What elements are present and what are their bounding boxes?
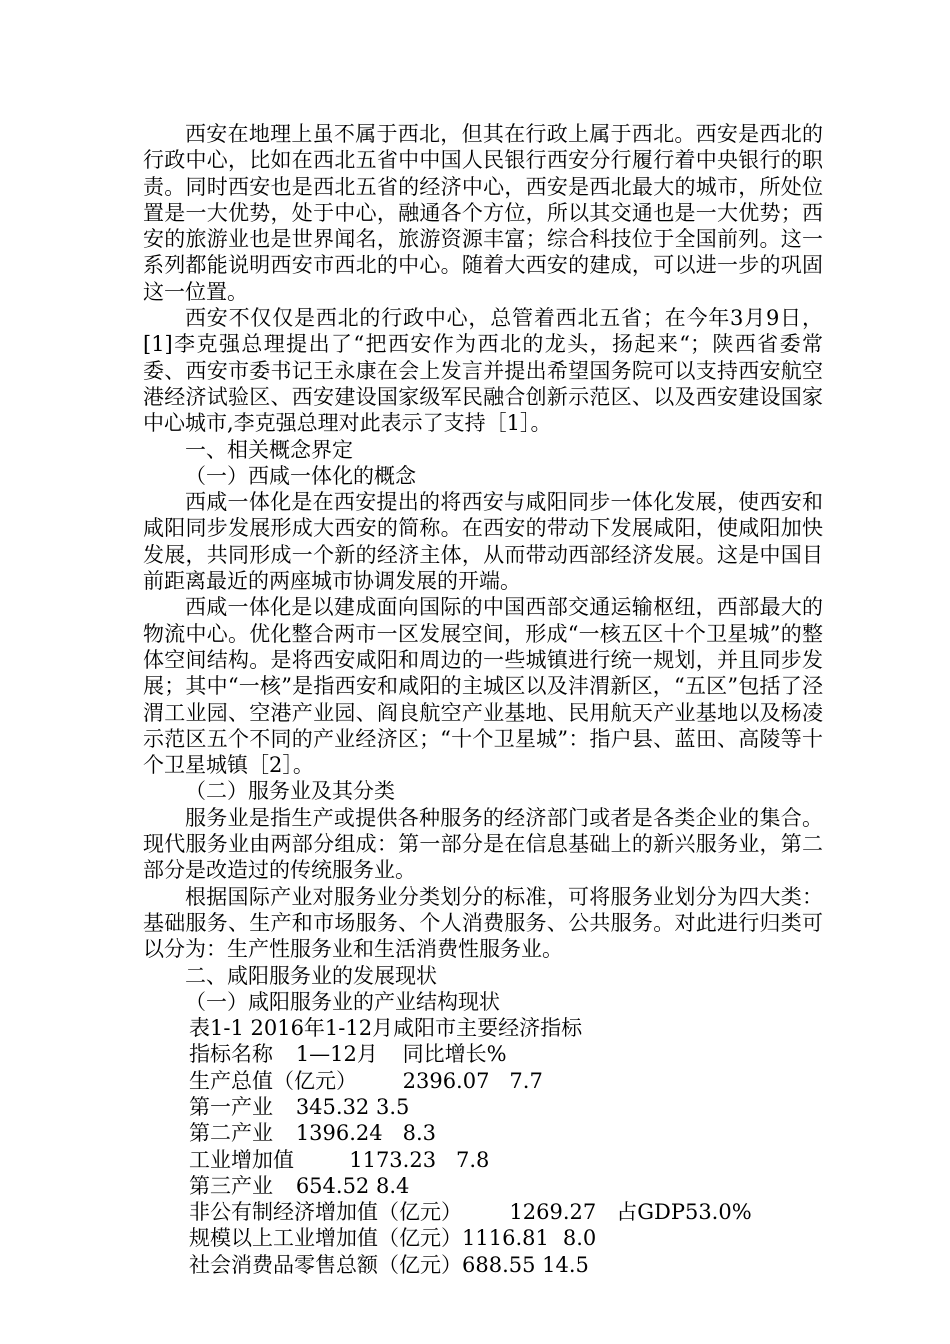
table-row: 工业增加值 1173.23 7.8	[189, 1147, 490, 1172]
table-row: 生产总值（亿元） 2396.07 7.7	[189, 1068, 543, 1093]
table-caption: 表1-1 2016年1-12月咸阳市主要经济指标	[189, 1016, 583, 1041]
table-row: 非公有制经济增加值（亿元） 1269.27 占GDP53.0%	[189, 1200, 752, 1225]
subsection-heading-1-2: （二）服务业及其分类	[185, 779, 395, 804]
table-row: 规模以上工业增加值（亿元）1116.81 8.0	[189, 1226, 597, 1251]
paragraph-integration-structure: 西咸一体化是以建成面向国际的中国西部交通运输枢纽，西部最大的物流中心。优化整合两市一区发展空间，形成“一核五区十个卫星城”的整体空间结构。是将西安咸阳和周边的一些城镇进行统一规划，并且同步发展；其中“一核”是指西安和咸阳的主城区以及沣渭新区，“五区”包括了泾渭工业园、空港产业园、阎良航空产业基地、民用航天产业基地以及杨凌示范区五个不同的产业经济区；“十个卫星城”：指户县、蓝田、高陵等十个卫星城镇［2］。	[143, 595, 823, 778]
paragraph-xian-administrative-center: 西安不仅仅是西北的行政中心，总管着西北五省；在今年3月9日，[1]李克强总理提出了“把西安作为西北的龙头，扬起来“；陕西省委常委、西安市委书记王永康在会上发言并提出希望国务院可以支持西安航空港经济试验区、西安建设国家级军民融合创新示范区、以及西安建设国家中心城市,李克强总理对此表示了支持［1］。	[143, 306, 823, 436]
table-row: 第二产业 1396.24 8.3	[189, 1121, 437, 1146]
subsection-heading-2-1: （一）咸阳服务业的产业结构现状	[185, 989, 500, 1014]
paragraph-service-industry-definition: 服务业是指生产或提供各种服务的经济部门或者是各类企业的集合。现代服务业由两部分组成：第一部分是在信息基础上的新兴服务业，第二部分是改造过的传统服务业。	[143, 805, 823, 883]
section-heading-1: 一、相关概念界定	[185, 437, 353, 462]
document-body	[143, 121, 823, 1278]
subsection-heading-1-1: （一）西咸一体化的概念	[185, 463, 416, 488]
paragraph-service-industry-classification: 根据国际产业对服务业分类划分的标准，可将服务业划分为四大类：基础服务、生产和市场服务、个人消费服务、公共服务。对此进行归类可以分为：生产性服务业和生活消费性服务业。	[143, 884, 823, 962]
table-row: 第一产业 345.32 3.5	[189, 1094, 410, 1119]
table-header-row: 指标名称 1—12月 同比增长%	[189, 1042, 507, 1067]
table-row: 第三产业 654.52 8.4	[189, 1173, 410, 1198]
paragraph-integration-definition: 西咸一体化是在西安提出的将西安与咸阳同步一体化发展，使西安和咸阳同步发展形成大西安的简称。在西安的带动下发展咸阳，使咸阳加快发展，共同形成一个新的经济主体，从而带动西部经济发展。这是中国目前距离最近的两座城市协调发展的开端。	[143, 490, 823, 594]
section-heading-2: 二、咸阳服务业的发展现状	[185, 963, 437, 988]
paragraph-xian-northwest-center: 西安在地理上虽不属于西北，但其在行政上属于西北。西安是西北的行政中心，比如在西北五省中中国人民银行西安分行履行着中央银行的职责。同时西安也是西北五省的经济中心，西安是西北最大的城市，所处位置是一大优势，处于中心，融通各个方位，所以其交通也是一大优势；西安的旅游业也是世界闻名，旅游资源丰富；综合科技位于全国前列。这一系列都能说明西安市西北的中心。随着大西安的建成，可以进一步的巩固这一位置。	[143, 122, 823, 304]
table-row: 社会消费品零售总额（亿元）688.55 14.5	[189, 1252, 589, 1277]
